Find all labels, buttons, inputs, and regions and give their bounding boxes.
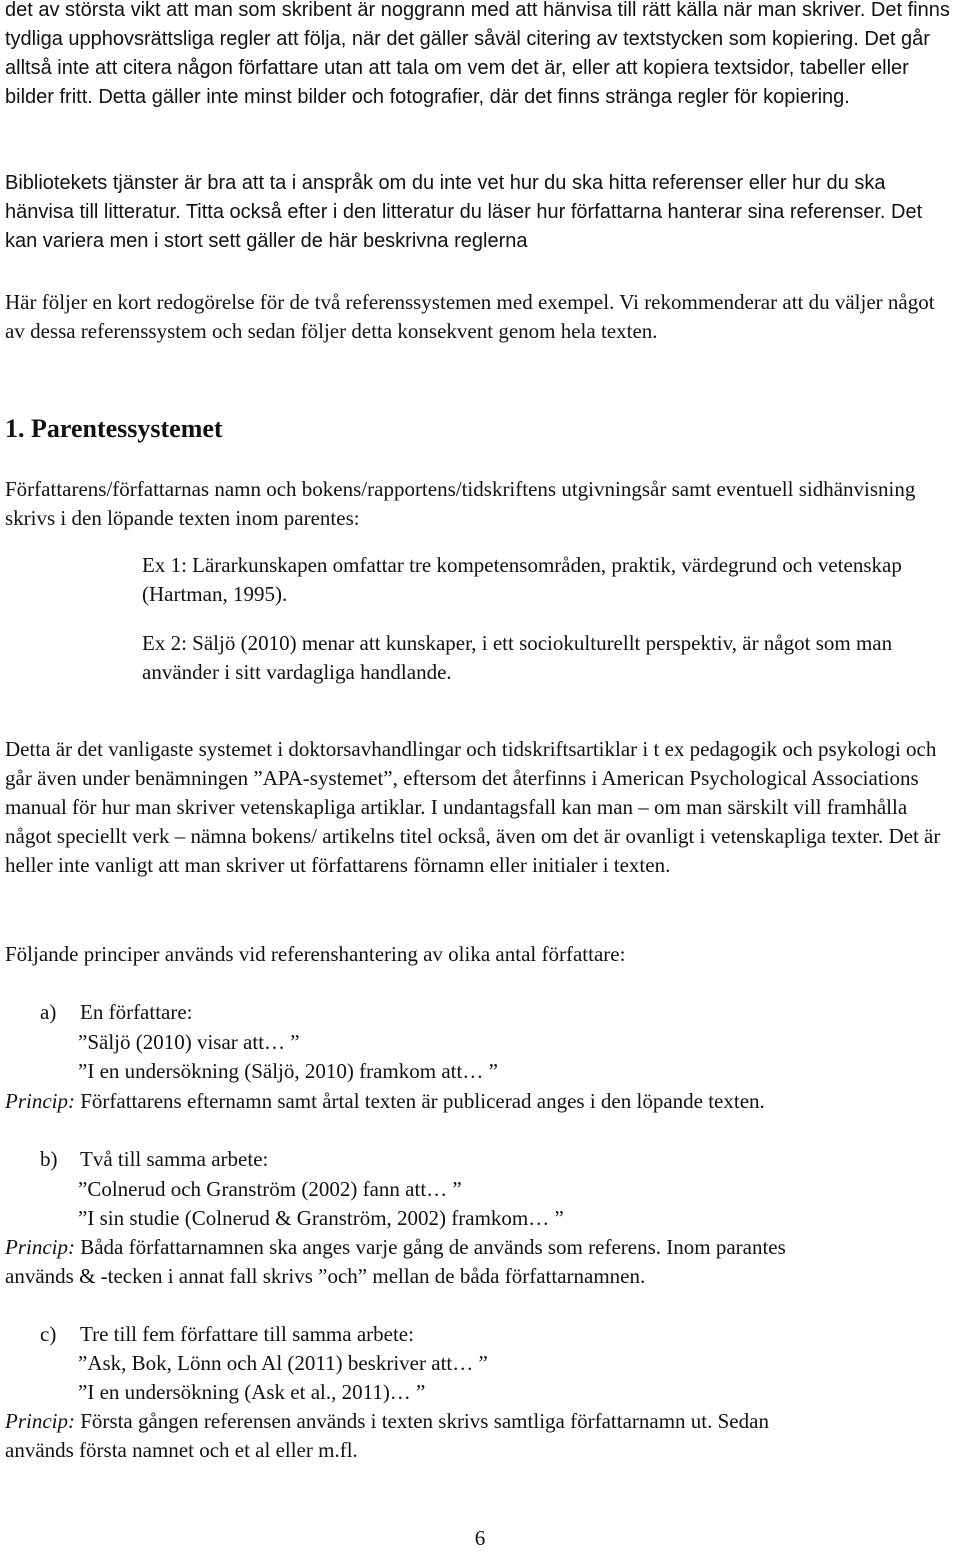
principle-c-marker: c) xyxy=(40,1322,57,1346)
intro-paragraph-2: Bibliotekets tjänster är bra att ta i anspråk om du inte vet hur du ska hitta referenser eller hur du ska hänvisa till litteratur. Titta också efter i den litteratur du läser hur författarna hanterar sina referenser. Det kan variera men i stort sett gäller de här beskrivna reglerna xyxy=(5,172,923,252)
principle-c-princip-line-2: används första namnet och et al eller m.fl. xyxy=(5,1438,358,1462)
princip-label: Princip: xyxy=(5,1089,75,1113)
example-2: Ex 2: Säljö (2010) menar att kunskaper, i ett sociokulturellt perspektiv, är något som man använder i sitt vardagliga handlande. xyxy=(142,631,893,684)
principle-c-quote-1: ”Ask, Bok, Lönn och Al (2011) beskriver att… ” xyxy=(78,1351,488,1375)
principle-a-princip-text: Författarens efternamn samt årtal texten är publicerad anges i den löpande texten. xyxy=(80,1089,765,1113)
intro-paragraph-1: det av största vikt att man som skribent är noggrann med att hänvisa till rätt källa när man skriver. Det finns tydliga upphovsrättsliga regler att följa, när det gäller såväl citering av textstycken som kopiering. Det går alltså inte att citera någon författare utan att tala om vem det är, eller att kopiera textsidor, tabeller eller bilder fritt. Detta gäller inte minst bilder och fotografier, där det finns stränga regler för kopiering. xyxy=(5,0,950,108)
page-number: 6 xyxy=(474,1526,486,1550)
principle-b-princip-text-1: Båda författarnamnen ska anges varje gång de används som referens. Inom parantes xyxy=(80,1235,786,1259)
principle-b-princip xyxy=(5,1233,955,1262)
principle-a-heading xyxy=(40,998,940,1027)
principle-a-princip xyxy=(5,1087,955,1116)
principle-a-marker: a) xyxy=(40,1000,57,1024)
principle-c-title: Tre till fem författare till samma arbete: xyxy=(80,1322,414,1346)
principle-b-princip-line-2: används & -tecken i annat fall skrivs ”och” mellan de båda författarnamnen. xyxy=(5,1264,646,1288)
section-paragraph-3: Följande principer används vid referenshantering av olika antal författare: xyxy=(5,942,626,966)
section-paragraph-1: Författarens/författarnas namn och bokens/rapportens/tidskriftens utgivningsår samt eventuell sidhänvisning skrivs i den löpande texten inom parentes: xyxy=(5,477,916,530)
principle-a-quote-2: ”I en undersökning (Säljö, 2010) framkom att… ” xyxy=(78,1059,498,1083)
principle-b-marker: b) xyxy=(40,1147,58,1171)
principle-c-princip xyxy=(5,1407,955,1436)
principle-b-title: Två till samma arbete: xyxy=(80,1147,269,1171)
intro-paragraph-3: Här följer en kort redogörelse för de två referenssystemen med exempel. Vi rekommenderar att du väljer något av dessa referenssystem och sedan följer detta konsekvent genom hela texten. xyxy=(5,290,935,343)
principle-b-heading xyxy=(40,1145,940,1174)
principle-c-quote-2: ”I en undersökning (Ask et al., 2011)… ” xyxy=(78,1380,426,1404)
princip-label: Princip: xyxy=(5,1235,75,1259)
principle-a-title: En författare: xyxy=(80,1000,193,1024)
section-heading: 1. Parentessystemet xyxy=(5,414,223,443)
principle-c-heading xyxy=(40,1320,940,1349)
principle-c-princip-text-1: Första gången referensen används i texten skrivs samtliga författarnamn ut. Sedan xyxy=(80,1409,769,1433)
example-1: Ex 1: Lärarkunskapen omfattar tre kompetensområden, praktik, värdegrund och vetenskap (Hartman, 1995). xyxy=(142,553,902,606)
principle-b-quote-1: ”Colnerud och Granström (2002) fann att… ” xyxy=(78,1177,462,1201)
principle-a-quote-1: ”Säljö (2010) visar att… ” xyxy=(78,1030,300,1054)
principle-b-quote-2: ”I sin studie (Colnerud & Granström, 2002) framkom… ” xyxy=(78,1206,564,1230)
princip-label: Princip: xyxy=(5,1409,75,1433)
section-paragraph-2: Detta är det vanligaste systemet i doktorsavhandlingar och tidskriftsartiklar i t ex pedagogik och psykologi och går även under benämningen ”APA-systemet”, eftersom det återfinns i American Psychological Associations manual för hur man skriver vetenskapliga artiklar. I undantagsfall kan man – om man särskilt vill framhålla något speciellt verk – nämna bokens/ artikelns titel också, även om det är ovanligt i vetenskapliga texter. Det är heller inte vanligt att man skriver ut författarens förnamn eller initialer i texten. xyxy=(5,737,941,877)
